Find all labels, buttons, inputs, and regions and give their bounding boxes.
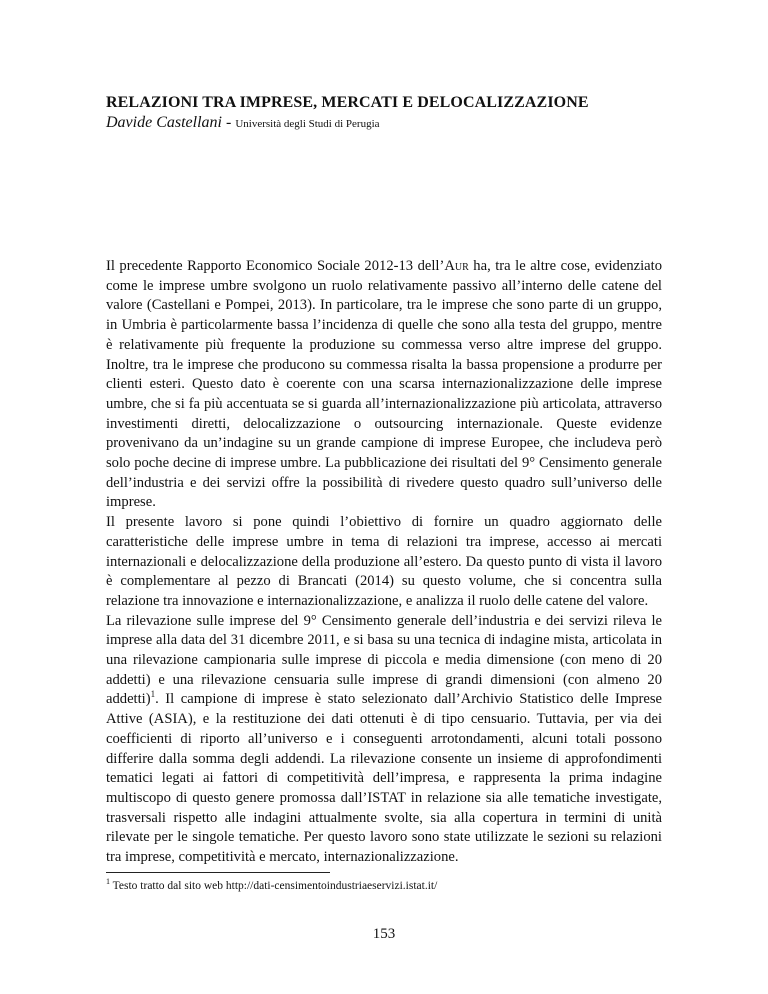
paragraph-3 bbox=[106, 612, 662, 868]
author-name: Davide Castellani bbox=[106, 114, 222, 131]
paragraph-3-start: La rilevazione sulle imprese del 9° Censimento generale dell’industria e dei servizi rileva le imprese alla data del 31 dicembre 2011, e si basa su una tecnica di indagine mista, articolata in una rilevazione campionaria sulle imprese di piccola e media dimensione (con meno di 20 addetti) e una rilevazione censuaria sulle imprese di grandi dimensioni (con almeno 20 addetti) bbox=[106, 612, 662, 708]
author-affiliation: Università degli Studi di Perugia bbox=[235, 118, 380, 130]
footnote bbox=[106, 877, 438, 892]
author-separator: - bbox=[225, 114, 232, 131]
paragraph-1 bbox=[106, 257, 662, 513]
paragraph-2: Il presente lavoro si pone quindi l’obiettivo di fornire un quadro aggiornato delle caratteristiche delle imprese umbre in tema di relazioni tra imprese, accesso ai mercati internazionali e delocalizzazione della produzione all’estero. Da questo punto di vista il lavoro è complementare al pezzo di Brancati (2014) su questo volume, che si concentra sulla relazione tra innovazione e internazionalizzazione, e analizza il ruolo delle catene del valore. bbox=[106, 514, 662, 609]
author-line bbox=[106, 114, 380, 132]
aur-smallcaps: ur bbox=[454, 258, 469, 274]
article-title: RELAZIONI TRA IMPRESE, MERCATI E DELOCALIZZAZIONE bbox=[106, 94, 589, 111]
footnote-reference[interactable]: 1 bbox=[150, 689, 156, 700]
footnote-divider bbox=[106, 872, 330, 873]
paragraph-3-rest: . Il campione di imprese è stato selezionato dall’Archivio Statistico delle Imprese Attive (ASIA), e la restituzione dei dati ottenuti è di tipo censuario. Tuttavia, per via dei coefficienti di riporto all’universo e i conseguenti arrotondamenti, alcuni totali possono differire dalla somma degli addendi. La rilevazione consente un insieme di approfondimenti tematici legati ai fattori di competitività dell’impresa, e rappresenta la prima indagine multiscopo di questo genere promossa dall’ISTAT in relazione sia alle tematiche investigate, trasversali rispetto alle indagini attualmente svolte, sia alla copertura in termini di unità rilevate per le singole tematiche. Per questo lavoro sono state utilizzate le sezioni su relazioni tra imprese, competitività e mercato, internazionalizzazione. bbox=[106, 691, 662, 866]
footnote-text: Testo tratto dal sito web http://dati-censimentoindustriaeservizi.istat.it/ bbox=[110, 880, 438, 892]
footnote-number: 1 bbox=[106, 877, 110, 887]
paragraph-1-start: Il precedente Rapporto Economico Sociale 2012-13 dell’A bbox=[106, 258, 455, 274]
page-number: 153 bbox=[372, 926, 396, 942]
paragraph-1-rest: ha, tra le altre cose, evidenziato come le imprese umbre svolgono un ruolo relativamente passivo all’interno delle catene del valore (Castellani e Pompei, 2013). In particolare, tra le imprese che sono parte di un gruppo, in Umbria è particolarmente bassa l’incidenza di quelle che sono alla testa del gruppo, mentre è relativamente più frequente la produzione su commessa verso altre imprese del gruppo. Inoltre, tra le imprese che producono su commessa risalta la bassa propensione a produrre per clienti esteri. Questo dato è coerente con una scarsa internazionalizzazione delle imprese umbre, che si fa più accentuata se si guarda all’internazionalizzazione più articolata, attraverso investimenti diretti, delocalizzazione o outsourcing internazionale. Queste evidenze provenivano da un’indagine su un grande campione di imprese Europee, che includeva però solo poche decine di imprese umbre. La pubblicazione dei risultati del 9° Censimento generale dell’industria e dei servizi offre la possibilità di rivedere questo quadro sull’universo delle imprese. bbox=[106, 258, 662, 511]
article-body bbox=[106, 257, 662, 868]
